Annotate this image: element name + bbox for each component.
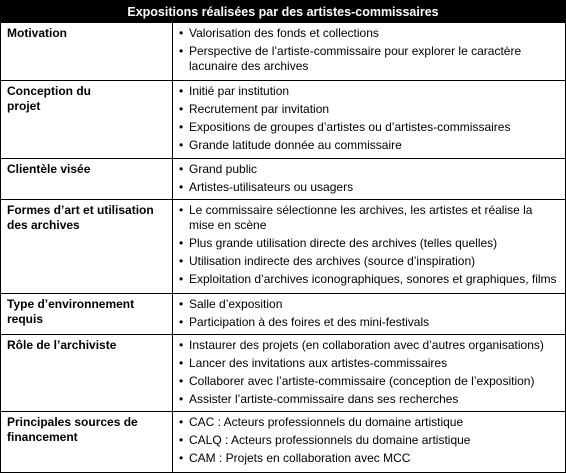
table-row-formes-art [1,200,565,293]
bullet: • [179,297,184,311]
list-item-text: Exploitation d’archives iconographiques, sonores et graphiques, films [189,272,557,286]
list-item-text: Artistes-utilisateurs ou usagers [189,180,354,194]
list-item [179,315,559,330]
table-row-motivation [1,23,565,80]
list-item [179,338,559,353]
list-item [179,180,559,195]
list-item-text: Assister l’artiste-commissaire dans ses recherches [189,392,459,406]
list-item [179,392,559,407]
list-item [179,120,559,135]
row-label: Rôle de l’archiviste [7,338,117,352]
list-item [179,374,559,389]
table-row-conception [1,81,565,158]
list-item-text: Collaborer avec l’artiste-commissaire (conception de l’exposition) [189,374,535,388]
list-item [179,162,559,177]
list-item [179,236,559,251]
list-item-text: Perspective de l’artiste-commissaire pour explorer le caractère lacunaire des archives [189,44,522,73]
row-items [179,84,559,156]
bullet: • [179,236,184,250]
list-item-text: Participation à des foires et des mini-festivals [189,315,430,329]
list-item [179,102,559,117]
list-item [179,203,559,233]
bullet: • [179,162,184,176]
row-items [179,26,559,77]
list-item [179,26,559,41]
row-label: Conception du projet [7,84,91,113]
bullet: • [179,44,184,58]
list-item-text: Lancer des invitations aux artistes-commissaires [189,356,448,370]
list-item-text: Utilisation indirecte des archives (source d’inspiration) [189,254,476,268]
bullet: • [179,254,184,268]
bullet: • [179,84,184,98]
table-row-financement [1,412,565,472]
list-item [179,272,559,287]
bullet: • [179,203,184,217]
bullet: • [179,272,184,286]
row-label: Principales sources de financement [7,415,138,444]
list-item [179,44,559,74]
list-item-text: Initié par institution [189,84,290,98]
row-label: Clientèle visée [7,162,91,176]
row-items [179,297,559,333]
bullet: • [179,433,184,447]
bullet: • [179,315,184,329]
list-item [179,297,559,312]
list-item-text: CAC : Acteurs professionnels du domaine artistique [189,415,464,429]
row-label: Motivation [7,26,67,40]
list-item-text: Instaurer des projets (en collaboration avec d’autres organisations) [189,338,544,352]
bullet: • [179,180,184,194]
row-label: Formes d’art et utilisation des archives [7,203,154,232]
list-item-text: CAM : Projets en collaboration avec MCC [189,451,411,465]
bullet: • [179,374,184,388]
list-item [179,356,559,371]
list-item [179,138,559,153]
table-row-environnement [1,294,565,334]
bullet: • [179,392,184,406]
row-label: Type d’environnement requis [7,297,135,326]
bullet: • [179,356,184,370]
row-items [179,203,559,290]
bullet: • [179,451,184,465]
bullet: • [179,26,184,40]
table-row-clientele [1,159,565,199]
list-item-text: Salle d’exposition [189,297,283,311]
list-item-text: Recrutement par invitation [189,102,330,116]
bullet: • [179,138,184,152]
list-item-text: CALQ : Acteurs professionnels du domaine artistique [189,433,471,447]
bullet: • [179,102,184,116]
list-item-text: Valorisation des fonds et collections [189,26,379,40]
table-title: Expositions réalisées par des artistes-commissaires [1,1,565,23]
list-item [179,433,559,448]
bullet: • [179,338,184,352]
list-item-text: Plus grande utilisation directe des archives (telles quelles) [189,236,498,250]
list-item-text: Grand public [189,162,258,176]
list-item-text: Expositions de groupes d’artistes ou d’artistes-commissaires [189,120,511,134]
bullet: • [179,120,184,134]
bullet: • [179,415,184,429]
list-item-text: Le commissaire sélectionne les archives, les artistes et réalise la mise en scène [189,203,533,232]
table-row-role-archiviste [1,335,565,411]
list-item [179,254,559,269]
row-items [179,338,559,410]
list-item [179,451,559,466]
row-items [179,415,559,469]
list-item [179,415,559,430]
row-items [179,162,559,198]
list-item [179,84,559,99]
list-item-text: Grande latitude donnée au commissaire [189,138,402,152]
